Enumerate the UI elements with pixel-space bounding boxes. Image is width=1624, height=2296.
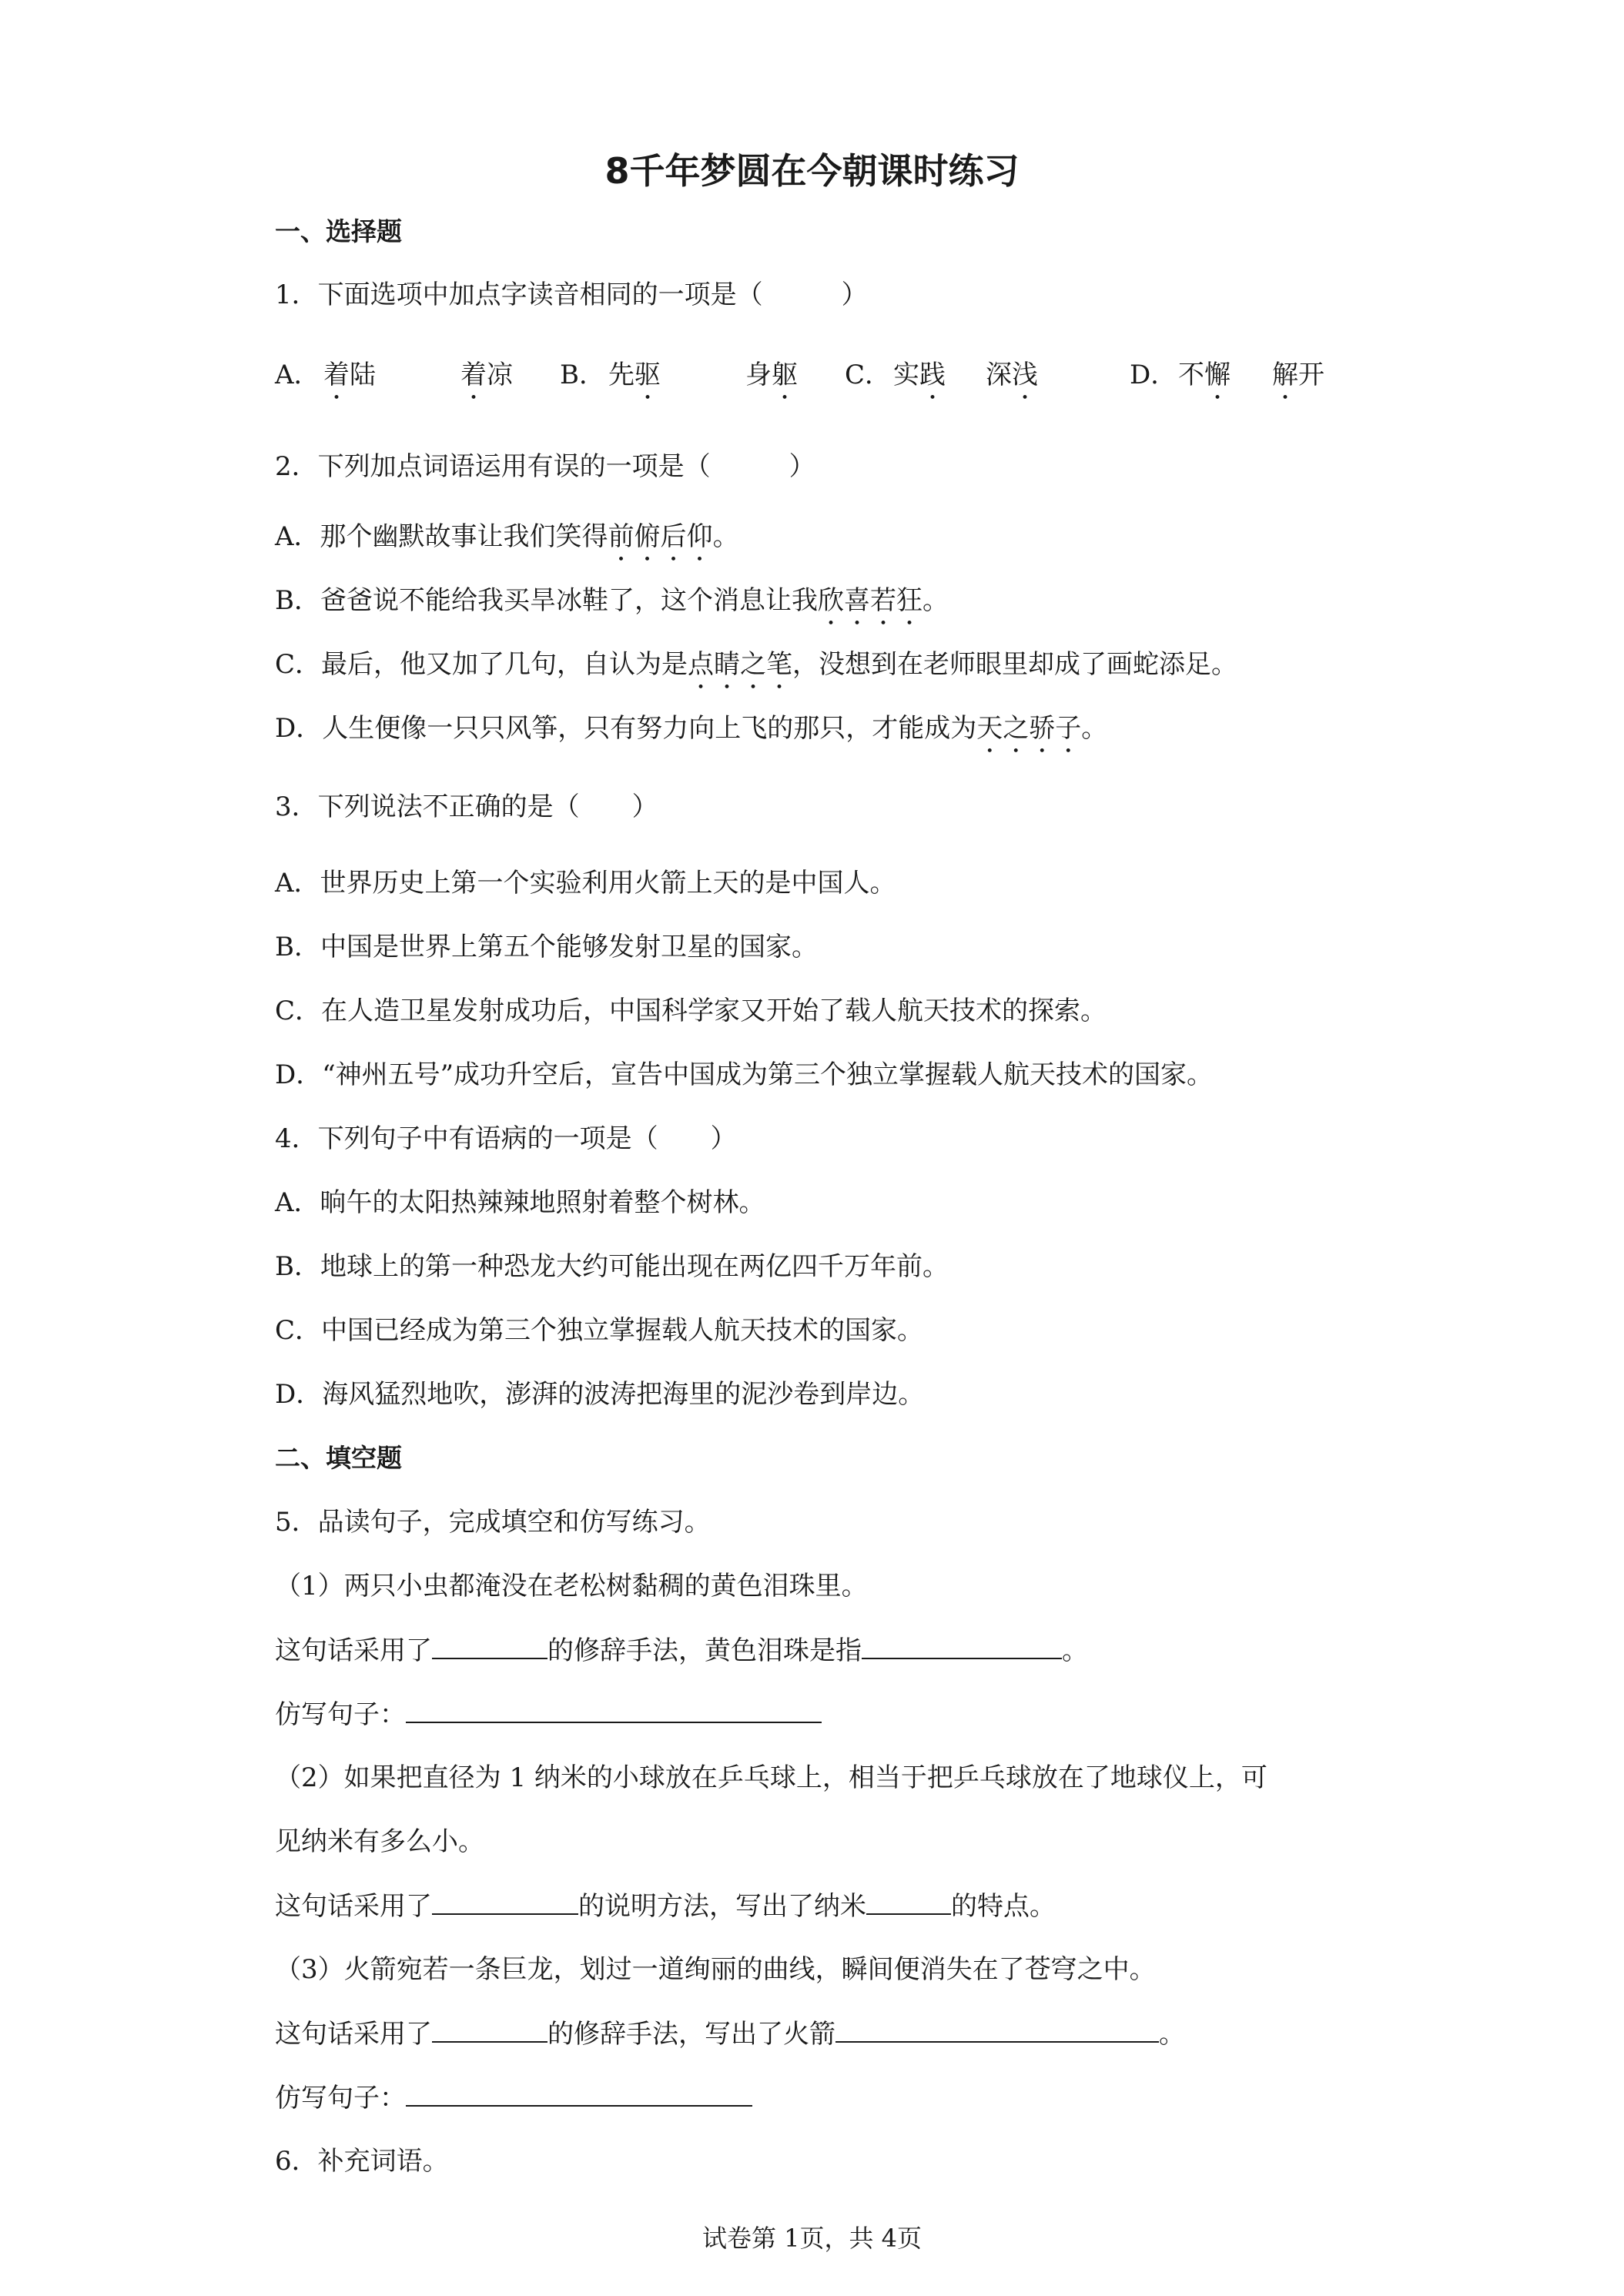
q2-stem: 2．下列加点词语运用有误的一项是（ ）	[275, 451, 815, 482]
q5-s1-blank-meaning[interactable]	[862, 1635, 1062, 1659]
q5-s3-blank-rhetoric[interactable]	[432, 2018, 547, 2043]
q2-option-b: B．爸爸说不能给我买旱冰鞋了，这个消息让我欣喜若狂。	[275, 585, 949, 616]
q1-option-c-word2: 深浅	[986, 360, 1038, 390]
q1-option-a-word1: 着陆	[323, 360, 376, 390]
q2-option-a: A．那个幽默故事让我们笑得前俯后仰。	[275, 521, 739, 552]
q5-s3-blank-imitate[interactable]	[406, 2082, 752, 2107]
q2-option-d: D．人生便像一只只风筝，只有努力向上飞的那只，才能成为天之骄子。	[275, 713, 1108, 744]
q2-option-c: C．最后，他又加了几句，自认为是点睛之笔，没想到在老师眼里却成了画蛇添足。	[275, 649, 1238, 680]
q1-option-b-label: B．	[560, 360, 605, 390]
q3-option-b: B．中国是世界上第五个能够发射卫星的国家。	[275, 932, 818, 962]
q5-s3-fill-line: 这句话采用了 的修辞手法，写出了火箭 。	[275, 2019, 1185, 2050]
q4-option-a: A．晌午的太阳热辣辣地照射着整个树林。	[275, 1187, 765, 1218]
q5-s2-blank-feature[interactable]	[866, 1890, 951, 1915]
q1-option-d-word2: 解开	[1272, 360, 1324, 390]
q4-option-b: B．地球上的第一种恐龙大约可能出现在两亿四千万年前。	[275, 1251, 949, 1282]
q4-stem: 4．下列句子中有语病的一项是（ ）	[275, 1123, 737, 1154]
q4-option-c: C．中国已经成为第三个独立掌握载人航天技术的国家。	[275, 1315, 924, 1346]
q5-sentence-1: （1）两只小虫都淹没在老松树黏稠的黄色泪珠里。	[275, 1571, 868, 1602]
q5-s1-fill-line: 这句话采用了 的修辞手法，黄色泪珠是指 。	[275, 1635, 1088, 1666]
q5-stem: 5．品读句子，完成填空和仿写练习。	[275, 1507, 711, 1538]
q1-option-b-word2: 身躯	[745, 360, 798, 390]
q5-s1-blank-imitate[interactable]	[406, 1699, 822, 1723]
q5-s1-imitate-line: 仿写句子：	[275, 1699, 822, 1730]
q1-option-a-label: A．	[275, 360, 320, 390]
q5-s3-imitate-line: 仿写句子：	[275, 2082, 752, 2114]
section-choice-heading: 一、选择题	[275, 216, 402, 246]
q4-option-d: D．海风猛烈地吹，澎湃的波涛把海里的泥沙卷到岸边。	[275, 1379, 925, 1410]
q1-option-c-word1: 实践	[893, 360, 946, 390]
q3-stem: 3．下列说法不正确的是（ ）	[275, 792, 658, 822]
q1-option-d-word1: 不懈	[1178, 360, 1231, 390]
q3-option-a: A．世界历史上第一个实验利用火箭上天的是中国人。	[275, 868, 896, 899]
page-title: 8千年梦圆在今朝课时练习	[604, 150, 1020, 192]
q5-s2-blank-method[interactable]	[432, 1890, 578, 1915]
q5-sentence-2-line1: （2）如果把直径为 1 纳米的小球放在乒乓球上，相当于把乒乓球放在了地球仪上，可	[275, 1762, 1267, 1793]
q1-option-c-label: C．	[845, 360, 892, 390]
q1-stem: 1．下面选项中加点字读音相同的一项是（ ）	[275, 279, 868, 310]
q5-s1-blank-rhetoric[interactable]	[432, 1635, 547, 1659]
section-fill-heading: 二、填空题	[275, 1443, 402, 1473]
q1-option-b-word1: 先驱	[608, 360, 661, 390]
q1-option-d-label: D．	[1130, 360, 1177, 390]
page-footer: 试卷第 1页，共 4页	[702, 2224, 922, 2253]
q5-s2-fill-line: 这句话采用了 的说明方法，写出了纳米 的特点。	[275, 1891, 1056, 1922]
q5-sentence-2-line2: 见纳米有多么小。	[275, 1826, 484, 1857]
q5-sentence-3: （3）火箭宛若一条巨龙，划过一道绚丽的曲线，瞬间便消失在了苍穹之中。	[275, 1954, 1156, 1985]
q6-stem: 6．补充词语。	[275, 2146, 449, 2177]
q1-option-a-word2: 着凉	[460, 360, 513, 390]
q3-option-c: C．在人造卫星发射成功后，中国科学家又开始了载人航天技术的探索。	[275, 996, 1107, 1026]
q3-option-d: D．“神州五号”成功升空后，宣告中国成为第三个独立掌握载人航天技术的国家。	[275, 1059, 1214, 1090]
q5-s3-blank-description[interactable]	[835, 2018, 1159, 2043]
